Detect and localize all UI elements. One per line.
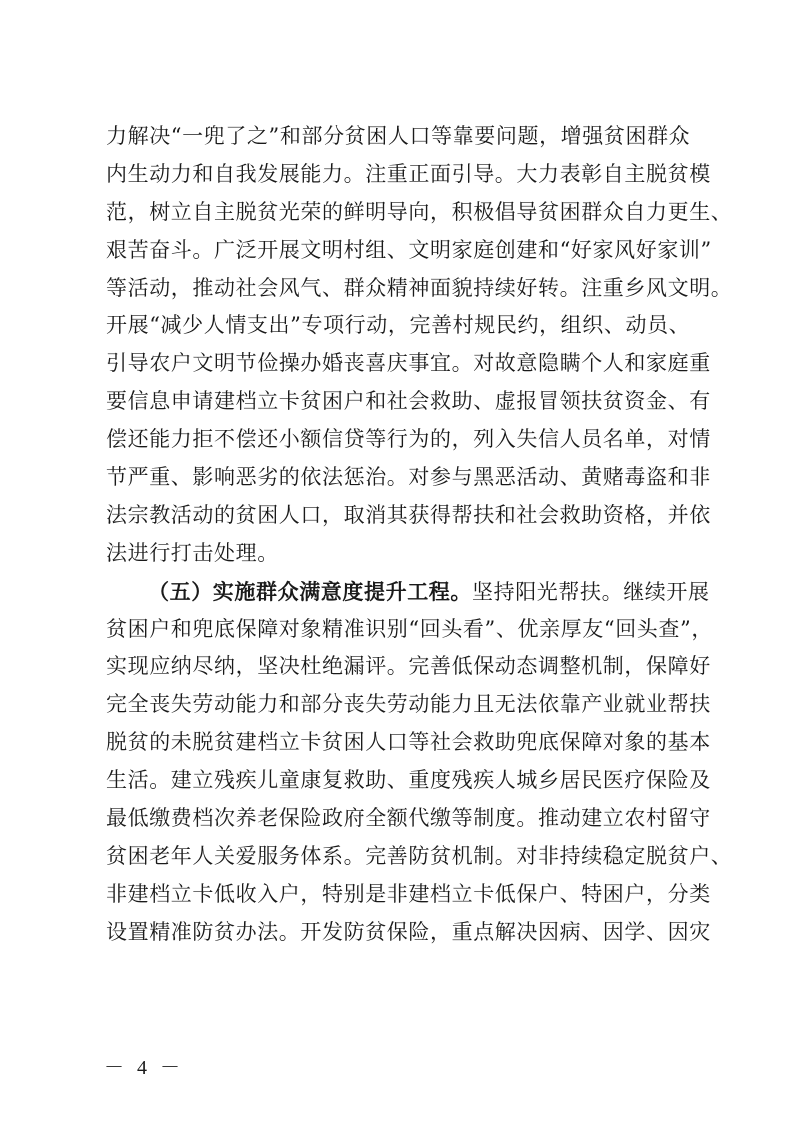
text-line: 生活。建立残疾儿童康复救助、重度残疾人城乡居民医疗保险及 — [106, 768, 711, 793]
text-line: 等活动，推动社会风气、群众精神面貌持续好转。注重乡风文明。 — [106, 275, 733, 300]
text-line: 力解决“一兜了之”和部分贫困人口等靠要问题，增强贫困群众 — [106, 124, 691, 148]
text-line: 设置精准防贫办法。开发防贫保险，重点解决因病、因学、因灾 — [106, 919, 711, 944]
body-text — [106, 118, 733, 952]
text-line: 完全丧失劳动能力和部分丧失劳动能力且无法依靠产业就业帮扶 — [106, 692, 711, 717]
text-line: 最低缴费档次养老保险政府全额代缴等制度。推动建立农村留守 — [106, 806, 711, 831]
text-line: 法进行打击处理。 — [106, 540, 279, 565]
text-line: 脱贫的未脱贫建档立卡贫困人口等社会救助兜底保障对象的基本 — [106, 730, 711, 755]
text-line: 实现应纳尽纳，坚决杜绝漏评。完善低保动态调整机制，保障好 — [106, 654, 711, 679]
text-line: 非建档立卡低收入户，特别是非建档立卡低保户、特困户，分类 — [106, 881, 711, 906]
text-line: 内生动力和自我发展能力。注重正面引导。大力表彰自主脱贫模 — [106, 161, 711, 186]
text-line: 节严重、影响恶劣的依法惩治。对参与黑恶活动、黄赌毒盗和非 — [106, 465, 711, 490]
section-heading-line — [106, 573, 710, 611]
text-line: 要信息申请建档立卡贫困户和社会救助、虚报冒领扶贫资金、有 — [106, 389, 711, 414]
text-line: 贫困户和兜底保障对象精准识别“回头看”、优亲厚友“回头查”， — [106, 616, 713, 641]
text-line: 法宗教活动的贫困人口，取消其获得帮扶和社会救助资格，并依 — [106, 502, 711, 527]
section-heading: （五）实施群众满意度提升工程。 — [148, 578, 472, 604]
text-line: 贫困老年人关爱服务体系。完善防贫机制。对非持续稳定脱贫户、 — [106, 843, 733, 868]
text-line: 偿还能力拒不偿还小额信贷等行为的，列入失信人员名单，对情 — [106, 427, 711, 452]
text-line: 开展“减少人情支出”专项行动，完善村规民约，组织、动员、 — [106, 313, 691, 338]
text-line: 艰苦奋斗。广泛开展文明村组、文明家庭创建和“好家风好家训” — [106, 237, 712, 262]
section-heading-continuation: 坚持阳光帮扶。继续开展 — [472, 579, 710, 604]
page-number: － 4 － — [104, 1057, 184, 1079]
text-line: 引导农户文明节俭操办婚丧喜庆事宜。对故意隐瞒个人和家庭重 — [106, 351, 711, 376]
text-line: 范，树立自主脱贫光荣的鲜明导向，积极倡导贫困群众自力更生、 — [106, 199, 733, 224]
